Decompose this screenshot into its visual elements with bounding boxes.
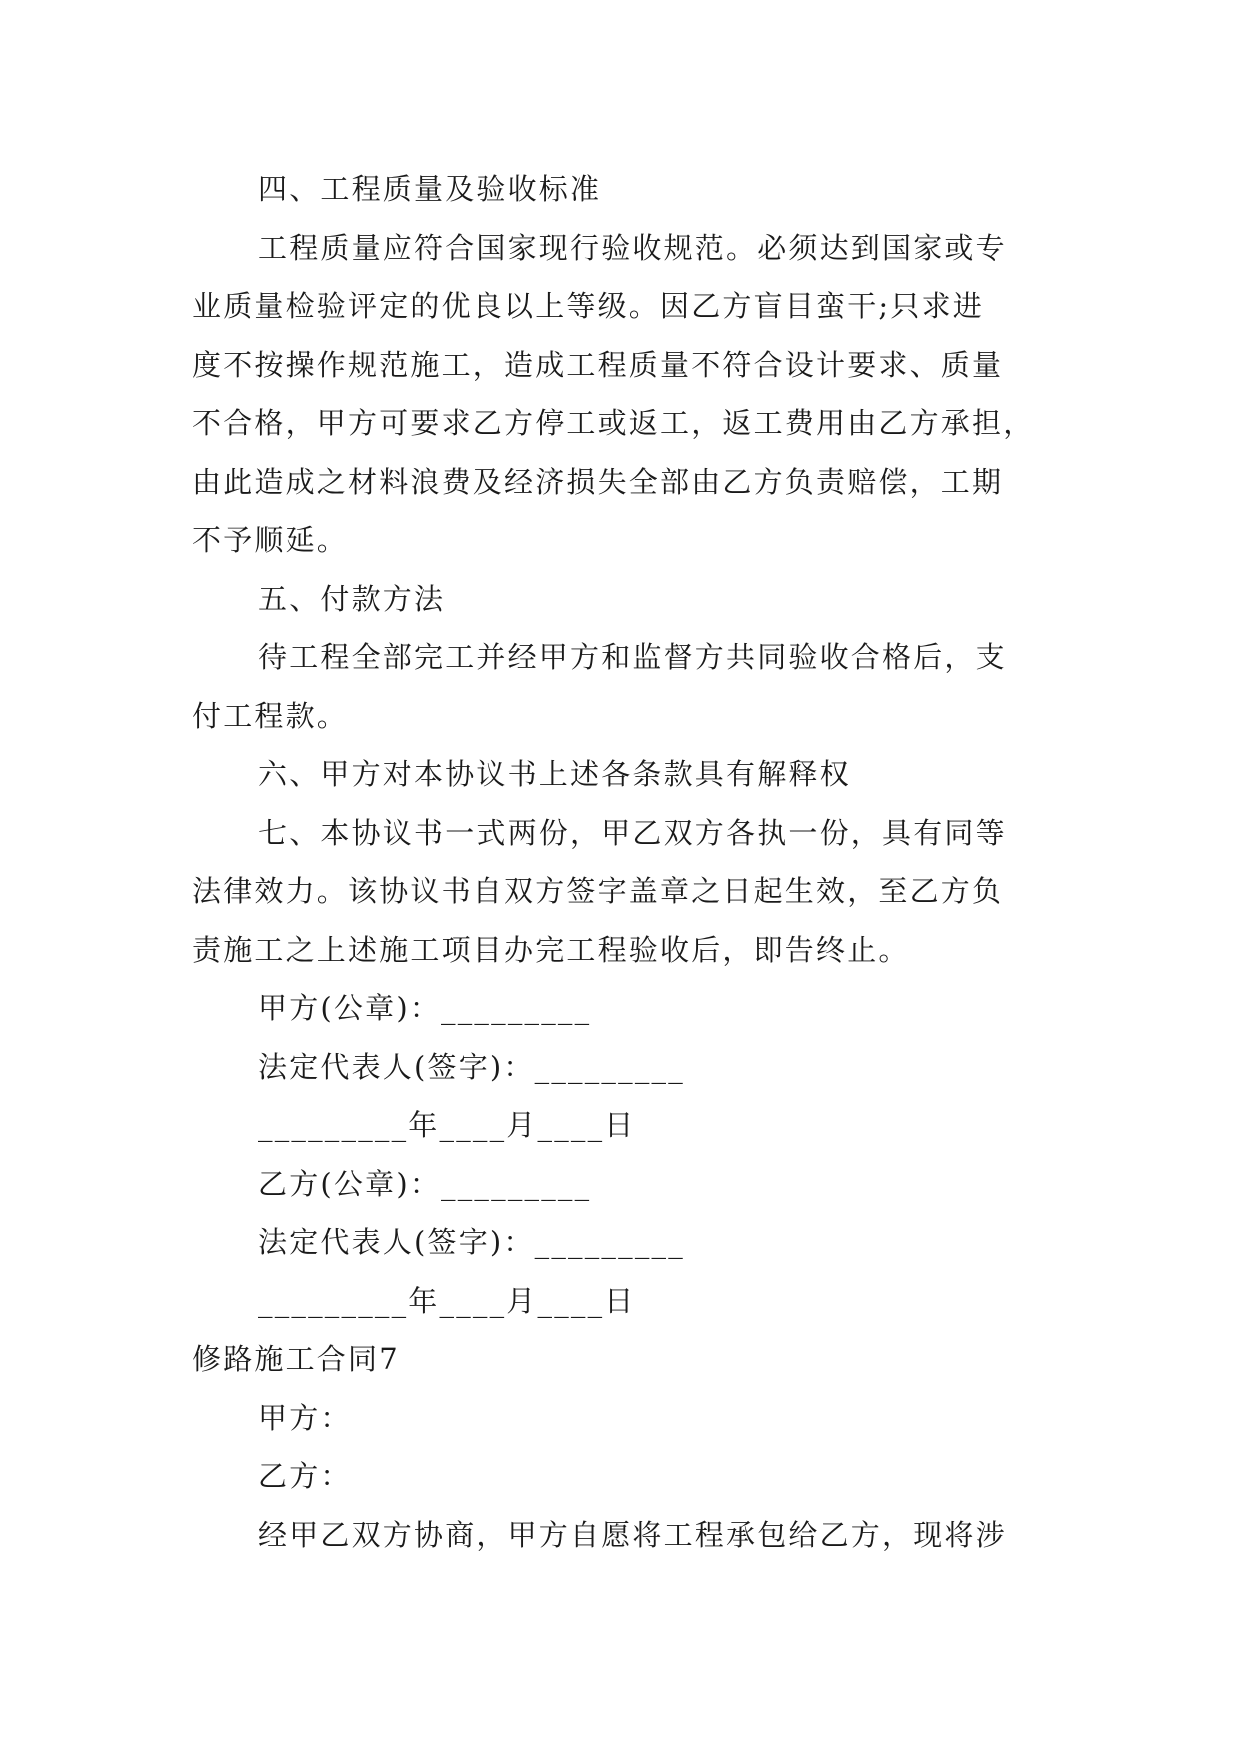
paragraph-line: 业质量检验评定的优良以上等级。因乙方盲目蛮干;只求进 bbox=[192, 289, 984, 323]
paragraph-line: 不予顺延。 bbox=[192, 523, 349, 557]
party-a-label: 甲方： bbox=[258, 1400, 352, 1435]
paragraph-line: 待工程全部完工并经甲方和监督方共同验收合格后，支 bbox=[258, 640, 1007, 674]
section-4-heading: 四、工程质量及验收标准 bbox=[258, 172, 602, 206]
party-b-label: 乙方： bbox=[258, 1459, 352, 1493]
paragraph-line: 责施工之上述施工项目办完工程验收后，即告终止。 bbox=[192, 932, 910, 967]
paragraph-line: 七、本协议书一式两份，甲乙双方各执一份，具有同等 bbox=[258, 815, 1007, 850]
party-a-seal-field: 甲方(公章)：_________ bbox=[258, 991, 592, 1025]
party-b-representative-field: 法定代表人(签字)：_________ bbox=[258, 1225, 685, 1259]
paragraph-line: 由此造成之材料浪费及经济损失全部由乙方负责赔偿，工期 bbox=[192, 464, 1004, 499]
paragraph-line: 法律效力。该协议书自双方签字盖章之日起生效，至乙方负 bbox=[192, 874, 1004, 908]
section-6-heading: 六、甲方对本协议书上述各条款具有解释权 bbox=[258, 757, 851, 791]
section-5-heading: 五、付款方法 bbox=[258, 581, 446, 616]
party-a-representative-field: 法定代表人(签字)：_________ bbox=[258, 1049, 685, 1084]
party-b-seal-field: 乙方(公章)：_________ bbox=[258, 1166, 592, 1201]
paragraph-line: 经甲乙双方协商，甲方自愿将工程承包给乙方，现将涉 bbox=[258, 1517, 1007, 1552]
party-a-date-field: _________年____月____日 bbox=[258, 1108, 636, 1142]
paragraph-line: 不合格，甲方可要求乙方停工或返工，返工费用由乙方承担， bbox=[192, 406, 1035, 440]
paragraph-line: 度不按操作规范施工，造成工程质量不符合设计要求、质量 bbox=[192, 347, 1004, 382]
paragraph-line: 付工程款。 bbox=[192, 698, 349, 733]
contract-title: 修路施工合同7 bbox=[192, 1342, 400, 1376]
party-b-date-field: _________年____月____日 bbox=[258, 1283, 636, 1318]
paragraph-line: 工程质量应符合国家现行验收规范。必须达到国家或专 bbox=[258, 230, 1007, 265]
document-body bbox=[192, 160, 1052, 1564]
